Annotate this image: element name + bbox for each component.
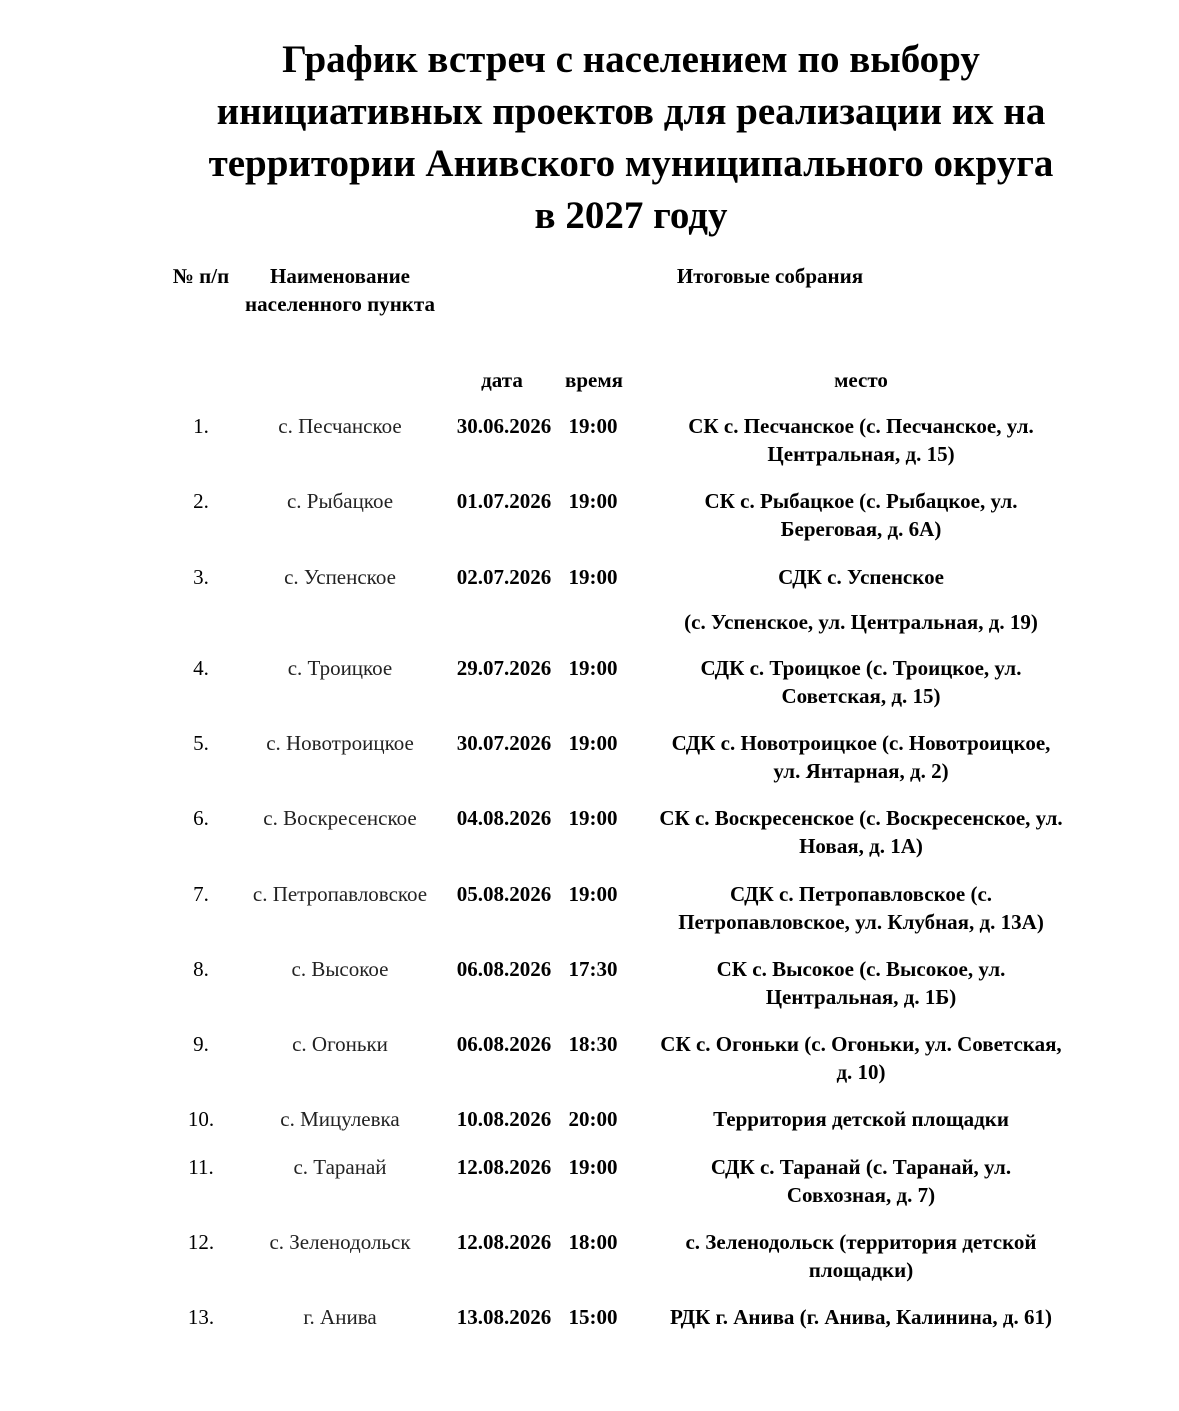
place-line: Совхозная, д. 7) <box>786 1183 936 1207</box>
meeting-place <box>630 1228 1092 1284</box>
row-number: 2. <box>193 489 209 513</box>
place-line: СК с. Песчанское (с. Песчанское, ул. <box>688 414 1034 438</box>
place-line: с. Зеленодольск (территория детской <box>685 1230 1037 1254</box>
meeting-place <box>630 729 1092 785</box>
settlement-name: с. Высокое <box>291 957 389 981</box>
row-number: 1. <box>193 414 209 438</box>
meeting-date: 05.08.2026 <box>456 882 552 906</box>
row-number: 4. <box>193 656 209 680</box>
settlement-name: с. Рыбацкое <box>286 489 394 513</box>
row-number: 3. <box>193 565 209 589</box>
place-line: Центральная, д. 15) <box>767 442 955 466</box>
meeting-place <box>630 412 1092 468</box>
document-title <box>0 34 1179 242</box>
place-line: Территория детской площадки <box>713 1107 1009 1131</box>
meeting-place <box>630 1303 1092 1331</box>
settlement-name: с. Огоньки <box>292 1032 388 1056</box>
header-date: дата <box>481 368 523 392</box>
meeting-place <box>630 880 1092 936</box>
place-line: д. 10) <box>836 1060 886 1084</box>
place-line: СДК с. Таранай (с. Таранай, ул. <box>710 1155 1012 1179</box>
meeting-place <box>630 804 1092 860</box>
meeting-date: 30.06.2026 <box>456 414 552 438</box>
header-number: № п/п <box>172 264 230 288</box>
meeting-date: 06.08.2026 <box>456 957 552 981</box>
meeting-place <box>630 563 1092 636</box>
meeting-date: 12.08.2026 <box>456 1230 552 1254</box>
meeting-time: 19:00 <box>568 489 618 513</box>
row-number: 6. <box>193 806 209 830</box>
settlement-name: с. Троицкое <box>287 656 393 680</box>
settlement-name: с. Песчанское <box>278 414 402 438</box>
meeting-date: 06.08.2026 <box>456 1032 552 1056</box>
meeting-date: 13.08.2026 <box>456 1305 552 1329</box>
place-line: Петропавловское, ул. Клубная, д. 13А) <box>678 910 1044 934</box>
place-line: ул. Янтарная, д. 2) <box>773 759 949 783</box>
place-address-line: (с. Успенское, ул. Центральная, д. 19) <box>684 610 1038 634</box>
meeting-place <box>630 1030 1092 1086</box>
meeting-date: 30.07.2026 <box>456 731 552 755</box>
header-time: время <box>564 368 623 392</box>
settlement-name: с. Новотроицкое <box>266 731 414 755</box>
meeting-date: 10.08.2026 <box>456 1107 552 1131</box>
meeting-date: 29.07.2026 <box>456 656 552 680</box>
place-line: СК с. Воскресенское (с. Воскресенское, ул. <box>659 806 1063 830</box>
place-line: Новая, д. 1А) <box>799 834 923 858</box>
row-number: 9. <box>193 1032 209 1056</box>
meeting-place <box>630 654 1092 710</box>
meeting-time: 19:00 <box>568 1155 618 1179</box>
meeting-date: 01.07.2026 <box>456 489 552 513</box>
meeting-time: 19:00 <box>568 656 618 680</box>
settlement-name: с. Воскресенское <box>263 806 417 830</box>
place-line: Центральная, д. 1Б) <box>765 985 957 1009</box>
place-line: Советская, д. 15) <box>781 684 941 708</box>
settlement-name: г. Анива <box>303 1305 377 1329</box>
meeting-time: 20:00 <box>568 1107 618 1131</box>
header-settlement-name: Наименование населенного пункта <box>245 264 435 316</box>
meeting-time: 19:00 <box>568 565 618 589</box>
meeting-place <box>630 1153 1092 1209</box>
header-place: место <box>834 368 888 392</box>
meeting-time: 17:30 <box>568 957 618 981</box>
meeting-date: 04.08.2026 <box>456 806 552 830</box>
row-number: 7. <box>193 882 209 906</box>
place-line: СДК с. Новотроицкое (с. Новотроицкое, <box>671 731 1051 755</box>
meeting-date: 12.08.2026 <box>456 1155 552 1179</box>
place-line: СК с. Огоньки (с. Огоньки, ул. Советская, <box>660 1032 1062 1056</box>
row-number: 12. <box>187 1230 215 1254</box>
title-line: График встреч с населением по выбору <box>282 38 980 81</box>
meeting-time: 19:00 <box>568 806 618 830</box>
place-line: площадки) <box>808 1258 914 1282</box>
place-line: СДК с. Троицкое (с. Троицкое, ул. <box>700 656 1022 680</box>
meeting-time: 19:00 <box>568 731 618 755</box>
row-number: 8. <box>193 957 209 981</box>
title-line: территории Анивского муниципального округа <box>208 142 1054 185</box>
meeting-time: 18:00 <box>568 1230 618 1254</box>
place-line: РДК г. Анива (г. Анива, Калинина, д. 61) <box>670 1305 1052 1329</box>
settlement-name: с. Таранай <box>293 1155 387 1179</box>
meeting-time: 15:00 <box>568 1305 618 1329</box>
meeting-time: 18:30 <box>568 1032 618 1056</box>
place-line: СДК с. Успенское <box>778 565 944 589</box>
place-line: СК с. Рыбацкое (с. Рыбацкое, ул. <box>704 489 1018 513</box>
row-number: 11. <box>188 1155 214 1179</box>
meeting-place <box>630 1105 1092 1133</box>
place-line: СДК с. Петропавловское (с. <box>729 882 993 906</box>
place-line: Береговая, д. 6А) <box>780 517 942 541</box>
settlement-name: с. Петропавловское <box>252 882 428 906</box>
meeting-place <box>630 955 1092 1011</box>
settlement-name: с. Зеленодольск <box>269 1230 411 1254</box>
title-line: в 2027 году <box>534 194 728 237</box>
meeting-date: 02.07.2026 <box>456 565 552 589</box>
settlement-name: с. Успенское <box>284 565 396 589</box>
title-line: инициативных проектов для реализации их на <box>216 90 1046 133</box>
place-line: СК с. Высокое (с. Высокое, ул. <box>716 957 1006 981</box>
meeting-time: 19:00 <box>568 414 618 438</box>
settlement-name: с. Мицулевка <box>280 1107 400 1131</box>
meeting-place <box>630 487 1092 543</box>
meeting-time: 19:00 <box>568 882 618 906</box>
header-final-meetings: Итоговые собрания <box>676 264 864 288</box>
row-number: 13. <box>187 1305 215 1329</box>
row-number: 5. <box>193 731 209 755</box>
row-number: 10. <box>187 1107 215 1131</box>
